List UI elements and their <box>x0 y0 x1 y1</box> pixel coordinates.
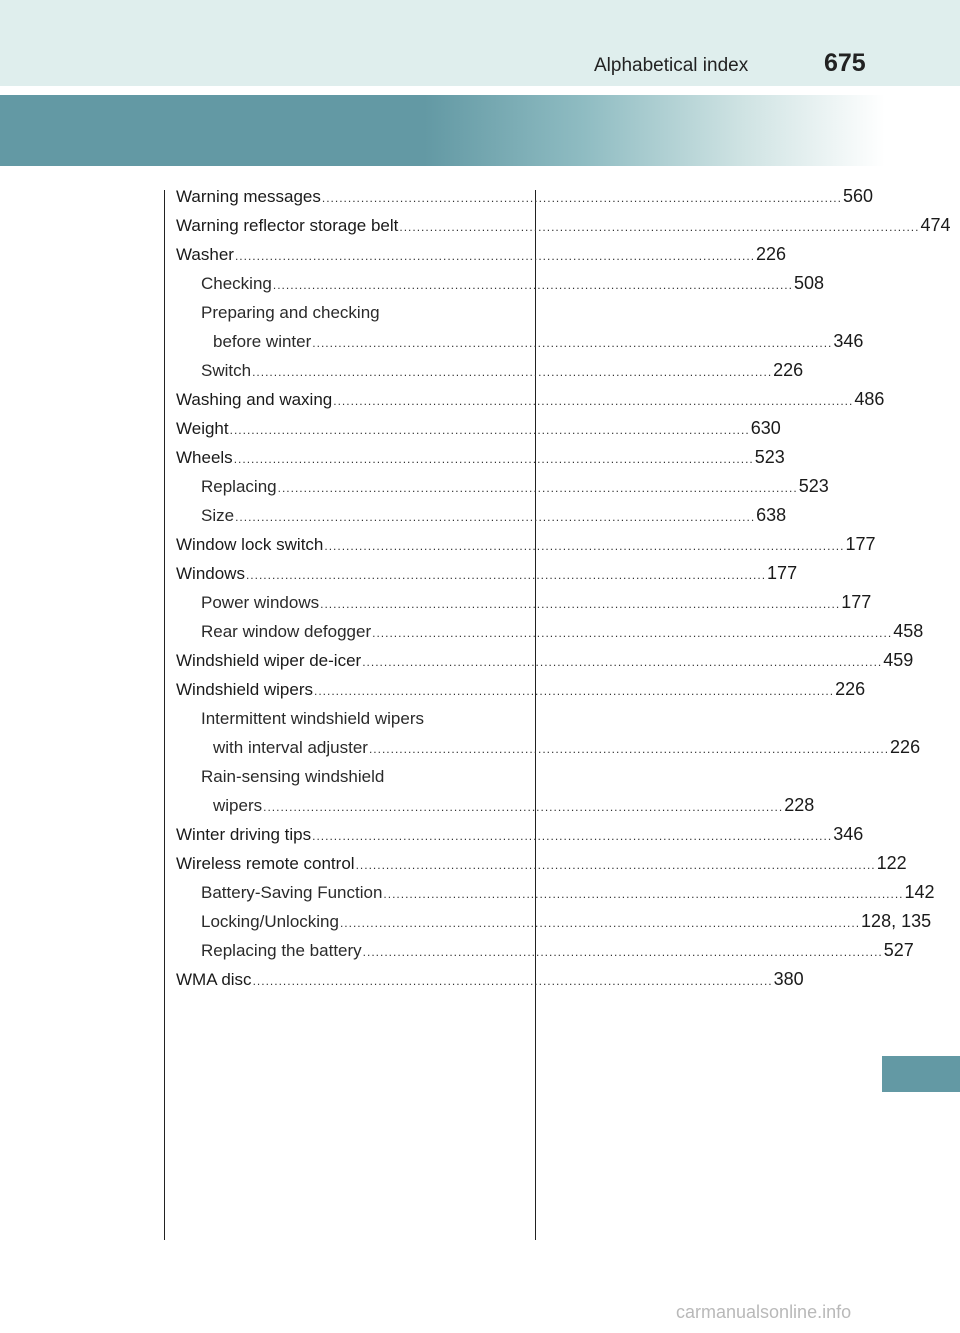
index-page-ref: 486 <box>854 389 885 409</box>
index-entry <box>176 472 829 501</box>
dot-leader: ........................................................................................................................ <box>252 365 773 379</box>
index-page-ref: 346 <box>833 824 864 844</box>
index-entry <box>176 385 885 414</box>
index-term: Preparing and checking <box>201 303 380 322</box>
index-term: Warning reflector storage belt <box>176 216 399 235</box>
index-page-ref: 638 <box>756 505 787 525</box>
index-entry <box>176 530 876 559</box>
dot-leader: ........................................................................................................................ <box>372 626 893 640</box>
index-entry <box>176 356 804 385</box>
index-term: Washing and waxing <box>176 390 333 409</box>
index-page-ref: 380 <box>773 969 804 989</box>
dot-leader: ........................................................................................................................ <box>339 916 861 930</box>
index-term: Checking <box>201 274 272 293</box>
dot-leader: ........................................................................................................................ <box>233 452 754 466</box>
index-page-ref: 228 <box>784 795 815 815</box>
column-divider-left <box>164 190 165 1240</box>
index-term: Windshield wiper de-icer <box>176 651 362 670</box>
index-page-ref: 177 <box>845 534 876 554</box>
index-term: Winter driving tips <box>176 825 312 844</box>
index-entry <box>176 327 864 356</box>
watermark: carmanualsonline.info <box>676 1302 852 1322</box>
index-term: with interval adjuster <box>213 738 368 757</box>
index-page-ref: 523 <box>798 476 829 496</box>
index-entry <box>176 182 873 211</box>
dot-leader: ........................................................................................................................ <box>383 887 904 901</box>
index-entry <box>176 849 907 878</box>
index-term: Replacing the battery <box>201 941 362 960</box>
page-number: 675 <box>824 49 866 77</box>
index-page-ref: 142 <box>904 882 935 902</box>
index-page-ref: 630 <box>750 418 781 438</box>
section-title: Alphabetical index <box>594 55 749 76</box>
index-term: WMA disc <box>176 970 252 989</box>
index-page-ref: 459 <box>883 650 914 670</box>
index-term: Locking/Unlocking <box>201 912 339 931</box>
index-page-ref: 508 <box>793 273 824 293</box>
index-term: Power windows <box>201 593 320 612</box>
dot-leader: ........................................................................................................................ <box>252 974 773 988</box>
index-entry <box>176 443 785 472</box>
dot-leader: ........................................................................................................................ <box>245 568 767 582</box>
index-entry <box>176 269 824 298</box>
index-term: Battery-Saving Function <box>201 883 383 902</box>
dot-leader: ........................................................................................................................ <box>333 394 854 408</box>
dot-leader: ........................................................................................................................ <box>314 684 835 698</box>
dot-leader: ........................................................................................................................ <box>355 858 876 872</box>
index-entry <box>176 675 866 704</box>
index-entry <box>176 820 864 849</box>
index-term: Switch <box>201 361 252 380</box>
index-entry-list <box>176 182 951 994</box>
dot-leader: ........................................................................................................................ <box>320 597 841 611</box>
dot-leader: ........................................................................................................................ <box>362 945 883 959</box>
index-page-ref: 226 <box>890 737 921 757</box>
index-entry <box>176 559 798 588</box>
index-page-ref: 122 <box>876 853 907 873</box>
index-entry <box>176 907 932 936</box>
index-term: Size <box>201 506 235 525</box>
index-entry <box>176 211 951 240</box>
index-term: Wireless remote control <box>176 854 355 873</box>
index-entry <box>176 646 914 675</box>
index-page-ref: 458 <box>893 621 924 641</box>
header-gradient-bar <box>0 95 885 166</box>
index-page-ref: 177 <box>841 592 872 612</box>
index-term: Washer <box>176 245 234 264</box>
dot-leader: ........................................................................................................................ <box>362 655 883 669</box>
index-term: Weight <box>176 419 229 438</box>
index-term: Replacing <box>201 477 277 496</box>
index-entry <box>176 617 924 646</box>
dot-leader: ........................................................................................................................ <box>324 539 845 553</box>
index-entry <box>176 414 781 443</box>
index-page-ref: 523 <box>754 447 785 467</box>
index-page-ref: 128, 135 <box>861 911 932 931</box>
index-term: Rain-sensing windshield <box>201 767 385 786</box>
index-entry <box>176 965 804 994</box>
index-page-ref: 226 <box>835 679 866 699</box>
dot-leader: ........................................................................................................................ <box>235 510 756 524</box>
index-term: Warning messages <box>176 187 321 206</box>
dot-leader: ........................................................................................................................ <box>234 249 756 263</box>
index-page-ref: 226 <box>773 360 804 380</box>
dot-leader: ........................................................................................................................ <box>263 800 784 814</box>
index-entry <box>176 791 815 820</box>
dot-leader: ........................................................................................................................ <box>368 742 890 756</box>
dot-leader: ........................................................................................................................ <box>399 220 920 234</box>
index-page-ref: 527 <box>883 940 914 960</box>
index-term: Wheels <box>176 448 233 467</box>
index-term: wipers <box>213 796 263 815</box>
dot-leader: ........................................................................................................................ <box>312 336 833 350</box>
index-entry <box>176 878 935 907</box>
index-page-ref: 560 <box>842 186 873 206</box>
index-entry <box>176 704 468 733</box>
index-term: Rear window defogger <box>201 622 372 641</box>
index-term: Intermittent windshield wipers <box>201 709 424 728</box>
chapter-tab <box>882 1056 960 1092</box>
dot-leader: ........................................................................................................................ <box>277 481 798 495</box>
index-entry <box>176 762 468 791</box>
header-band <box>0 0 960 86</box>
index-term: Windshield wipers <box>176 680 313 699</box>
index-entry <box>176 936 914 965</box>
dot-leader: ........................................................................................................................ <box>321 191 842 205</box>
index-page-ref: 226 <box>756 244 787 264</box>
index-term: Windows <box>176 564 245 583</box>
dot-leader: ........................................................................................................................ <box>229 423 750 437</box>
index-page-ref: 346 <box>833 331 864 351</box>
index-page-ref: 474 <box>920 215 951 235</box>
index-entry <box>176 588 872 617</box>
dot-leader: ........................................................................................................................ <box>312 829 833 843</box>
index-entry <box>176 501 787 530</box>
index-entry <box>176 733 921 762</box>
index-page-ref: 177 <box>767 563 798 583</box>
index-entry <box>176 240 787 269</box>
index-term: Window lock switch <box>176 535 324 554</box>
dot-leader: ........................................................................................................................ <box>272 278 793 292</box>
index-entry <box>176 298 468 327</box>
index-term: before winter <box>213 332 312 351</box>
